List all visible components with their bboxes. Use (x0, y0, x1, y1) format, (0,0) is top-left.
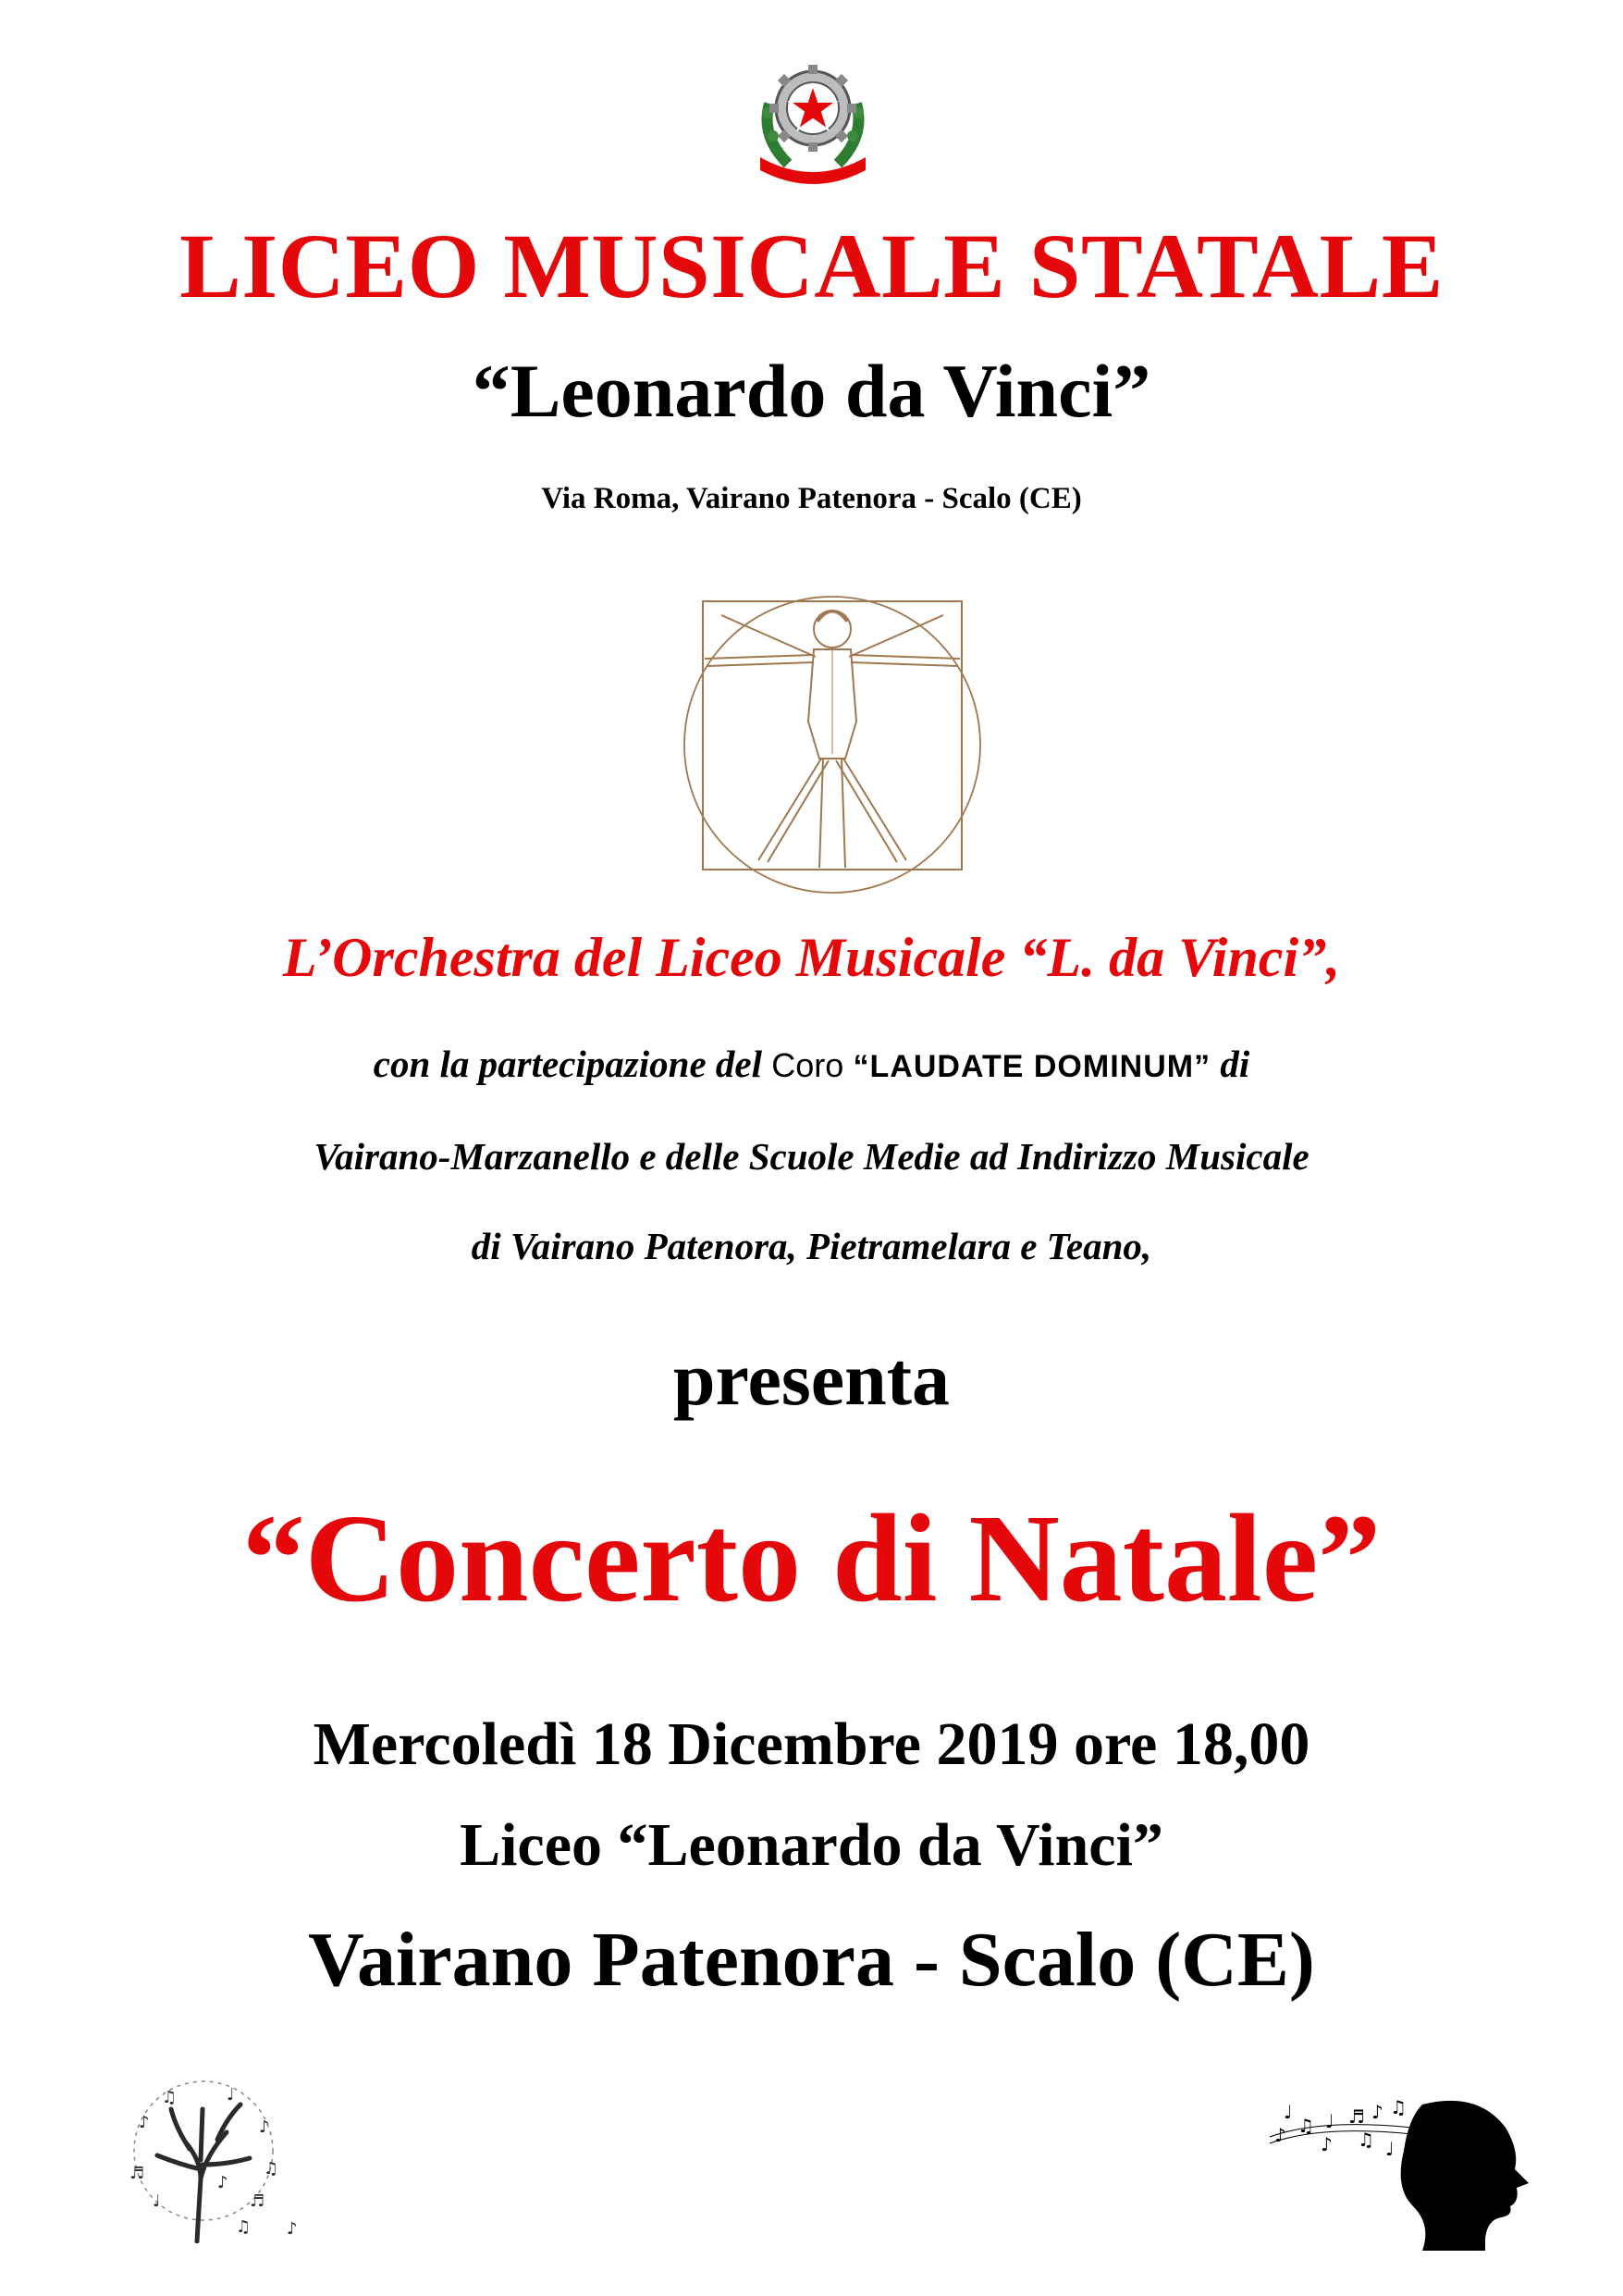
svg-text:♫: ♫ (1358, 2129, 1374, 2151)
svg-text:♩: ♩ (1385, 2138, 1395, 2160)
vitruvian-man-icon (647, 564, 999, 907)
svg-text:♪: ♪ (287, 2219, 298, 2239)
school-subtitle: “Leonardo da Vinci” (472, 349, 1151, 433)
music-tree-icon (88, 2077, 333, 2243)
participation-suffix: di (1211, 1043, 1250, 1085)
participation-line-1 (0, 1045, 1623, 1083)
svg-text:♩: ♩ (227, 2085, 235, 2105)
svg-text:♩: ♩ (1325, 2110, 1334, 2132)
svg-text:♬: ♬ (1348, 2105, 1365, 2128)
svg-text:♪: ♪ (1274, 2124, 1286, 2146)
svg-text:♪: ♪ (139, 2113, 150, 2132)
participation-line-2: Vairano-Marzanello e delle Scuole Medie ad Indirizzo Musicale (314, 1135, 1309, 1178)
event-date: Mercoledì 18 Dicembre 2019 ore 18,00 (313, 1710, 1310, 1778)
event-venue: Liceo “Leonardo da Vinci” (460, 1811, 1163, 1879)
orchestra-line: L’Orchestra del Liceo Musicale “L. da Vinci”, (282, 927, 1341, 988)
svg-text:♪: ♪ (217, 2173, 228, 2192)
music-head-silhouette-icon (1265, 2086, 1543, 2253)
svg-text:♩: ♩ (1284, 2101, 1293, 2123)
coro-word: Coro (771, 1046, 844, 1084)
participation-line-3: di Vairano Patenora, Pietramelara e Teano, (471, 1225, 1152, 1267)
svg-text:♩: ♩ (153, 2191, 161, 2211)
svg-text:♪: ♪ (259, 2117, 270, 2137)
svg-text:♫: ♫ (264, 2159, 279, 2179)
svg-text:♫: ♫ (162, 2088, 178, 2107)
italian-republic-emblem-icon (751, 48, 875, 187)
school-name: LICEO MUSICALE STATALE (179, 215, 1444, 317)
svg-text:♫: ♫ (236, 2217, 252, 2237)
svg-text:♫: ♫ (1390, 2096, 1407, 2118)
svg-text:♪: ♪ (1371, 2101, 1383, 2123)
participation-prefix: con la partecipazione del (373, 1043, 772, 1085)
concert-title: “Concerto di Natale” (241, 1489, 1382, 1628)
svg-text:♫: ♫ (1297, 2115, 1314, 2137)
event-place: Vairano Patenora - Scalo (CE) (308, 1917, 1315, 2003)
svg-text:♬: ♬ (250, 2191, 265, 2211)
svg-text:♪: ♪ (1321, 2133, 1333, 2155)
presents-label: presenta (672, 1337, 951, 1421)
coro-name: “LAUDATE DOMINUM” (853, 1049, 1211, 1084)
svg-text:♬: ♬ (129, 2164, 145, 2183)
school-address: Via Roma, Vairano Patenora - Scalo (CE) (541, 482, 1082, 515)
